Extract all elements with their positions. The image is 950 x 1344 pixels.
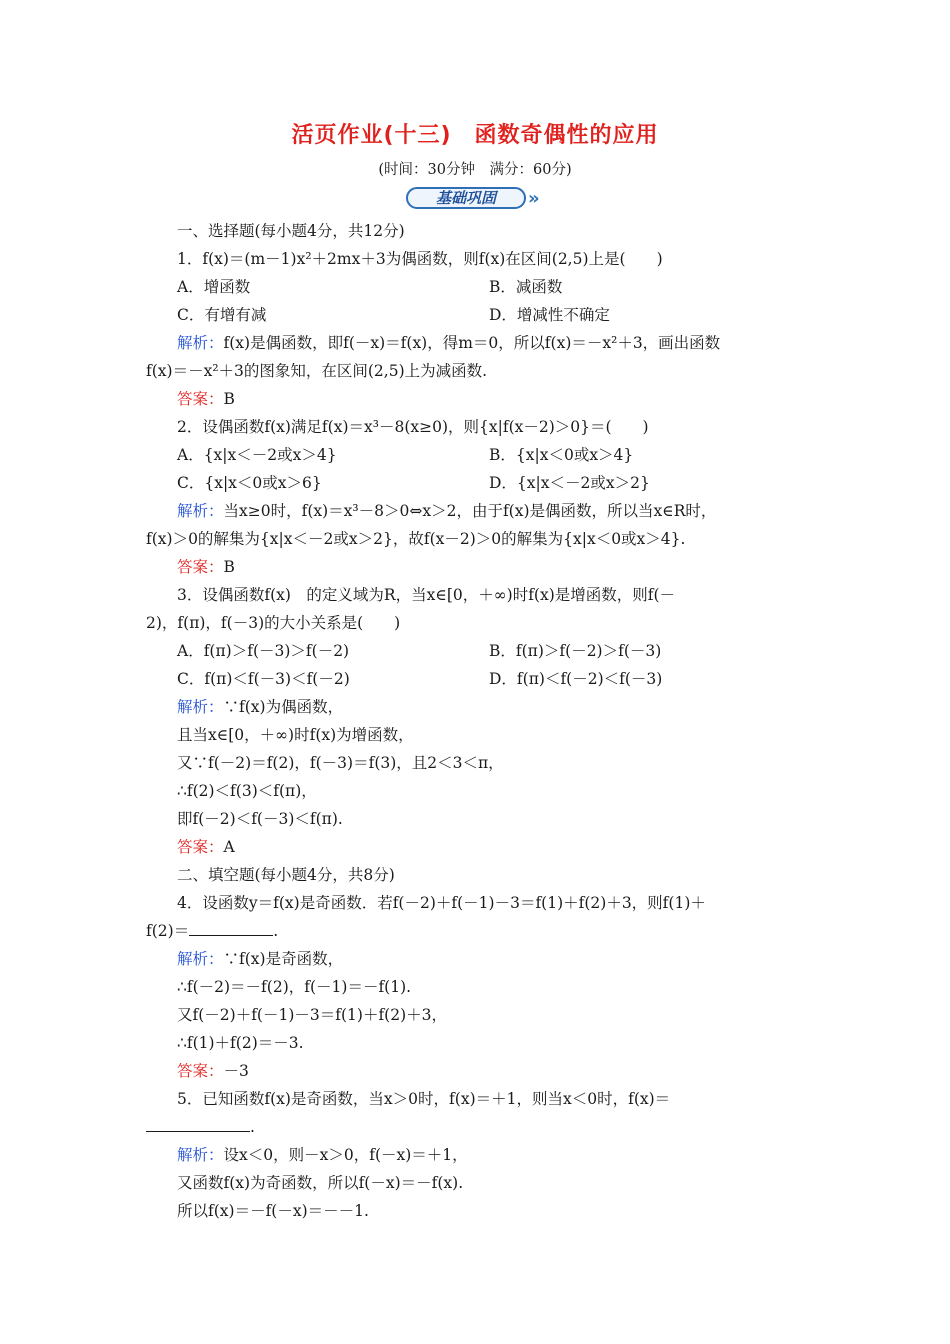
section-heading-choice: 一、选择题(每小题4分，共12分)	[177, 222, 405, 240]
q2-answer	[177, 556, 235, 578]
q1-option-c: C．有增有减	[177, 306, 267, 324]
analysis-text: 当x≥0时，f(x)＝x³－8＞0⇔x＞2，由于f(x)是偶函数，所以当x∈R时，	[223, 502, 717, 520]
q2-option-a: A．{x|x＜－2或x＞4}	[177, 446, 337, 464]
q4-analysis-line3: 又f(－2)＋f(－1)－3＝f(1)＋f(2)＋3，	[177, 1006, 447, 1024]
banner-label: 基础巩固	[435, 189, 496, 207]
q1-stem: 1．f(x)＝(m－1)x²＋2mx＋3为偶函数，则f(x)在区间(2,5)上是( )	[177, 250, 663, 268]
q5-stem-end: .	[250, 1118, 255, 1136]
analysis-label: 解析：	[177, 950, 224, 968]
q5-stem-line1: 5．已知函数f(x)是奇函数，当x＞0时，f(x)＝＋1，则当x＜0时，f(x)＝	[177, 1090, 671, 1108]
q1-option-b: B．减函数	[489, 278, 563, 296]
q1-option-d: D．增减性不确定	[489, 306, 610, 324]
q1-analysis-line1	[177, 332, 720, 354]
q1-option-a: A．增函数	[177, 278, 251, 296]
q2-option-b: B．{x|x＜0或x＞4}	[489, 446, 634, 464]
q2-analysis-line1	[177, 500, 716, 522]
q4-stem-text: f(2)＝	[146, 922, 190, 940]
q3-option-d: D．f(π)＜f(－2)＜f(－3)	[489, 670, 663, 688]
q1-analysis-line2: f(x)＝－x²＋3的图象知，在区间(2,5)上为减函数.	[146, 362, 488, 380]
q4-stem-end: .	[273, 922, 279, 940]
answer-value: B	[223, 390, 235, 408]
q3-stem-line1: 3．设偶函数f(x) 的定义域为R，当x∈[0，＋∞)时f(x)是增函数，则f(－	[177, 586, 676, 604]
q5-analysis-line3: 所以f(x)＝－f(－x)＝－－1.	[177, 1202, 369, 1220]
q4-analysis-line4: ∴f(1)＋f(2)＝－3.	[177, 1034, 304, 1052]
q4-analysis-line2: ∴f(－2)＝－f(2)，f(－1)＝－f(1).	[177, 978, 412, 996]
section-heading-fill: 二、填空题(每小题4分，共8分)	[177, 866, 395, 884]
q3-option-a: A．f(π)＞f(－3)＞f(－2)	[177, 642, 350, 660]
q3-option-b: B．f(π)＞f(－2)＞f(－3)	[489, 642, 662, 660]
answer-label: 答案：	[177, 390, 224, 408]
analysis-text: ∵f(x)是奇函数，	[223, 950, 344, 968]
page-title: 活页作业(十三) 函数奇偶性的应用	[291, 123, 659, 148]
q3-analysis-line4: ∴f(2)＜f(3)＜f(π)，	[177, 782, 317, 800]
q4-stem-line2	[146, 920, 278, 942]
section-banner	[406, 184, 554, 214]
q5-analysis-line2: 又函数f(x)为奇函数，所以f(－x)＝－f(x).	[177, 1174, 464, 1192]
q5-analysis-line1	[177, 1144, 468, 1166]
answer-label: 答案：	[177, 558, 224, 576]
analysis-label: 解析：	[177, 334, 224, 352]
answer-value: －3	[223, 1062, 249, 1080]
analysis-label: 解析：	[177, 502, 224, 520]
q4-analysis-line1	[177, 948, 343, 970]
q1-answer	[177, 388, 235, 410]
q4-answer-blank[interactable]	[189, 921, 273, 936]
q5-answer-blank[interactable]	[146, 1117, 250, 1132]
q2-stem: 2．设偶函数f(x)满足f(x)＝x³－8(x≥0)，则{x|f(x－2)＞0}＝( )	[177, 418, 649, 436]
answer-label: 答案：	[177, 1062, 224, 1080]
q3-stem-line2: 2)，f(π)，f(－3)的大小关系是( )	[146, 614, 401, 632]
q3-answer	[177, 836, 235, 858]
q3-analysis-line5: 即f(－2)＜f(－3)＜f(π).	[177, 810, 343, 828]
answer-value: B	[223, 558, 235, 576]
q2-option-d: D．{x|x＜－2或x＞2}	[489, 474, 650, 492]
q4-stem-line1: 4．设函数y＝f(x)是奇函数．若f(－2)＋f(－1)－3＝f(1)＋f(2)＋3，则f(1)＋	[177, 894, 706, 912]
q3-analysis-line2: 且当x∈[0，＋∞)时f(x)为增函数，	[177, 726, 414, 744]
analysis-label: 解析：	[177, 1146, 224, 1164]
q5-stem-line2	[146, 1116, 255, 1138]
answer-label: 答案：	[177, 838, 224, 856]
double-chevron-right-icon: »	[528, 188, 540, 209]
q4-answer	[177, 1060, 249, 1082]
q3-option-c: C．f(π)＜f(－3)＜f(－2)	[177, 670, 350, 688]
q2-analysis-line2: f(x)＞0的解集为{x|x＜－2或x＞2}，故f(x－2)＞0的解集为{x|x＜0或x＞4}.	[146, 530, 686, 548]
answer-value: A	[223, 838, 235, 856]
q3-analysis-line1	[177, 696, 343, 718]
q2-option-c: C．{x|x＜0或x＞6}	[177, 474, 322, 492]
time-score-info: (时间：30分钟 满分：60分)	[378, 162, 572, 178]
analysis-text: 设x＜0，则－x＞0，f(－x)＝＋1，	[223, 1146, 468, 1164]
analysis-text: f(x)是偶函数，即f(－x)＝f(x)，得m＝0，所以f(x)＝－x²＋3，画出函数	[223, 334, 721, 352]
analysis-text: ∵f(x)为偶函数，	[223, 698, 344, 716]
analysis-label: 解析：	[177, 698, 224, 716]
q3-analysis-line3: 又∵f(－2)＝f(2)，f(－3)＝f(3)，且2＜3＜π，	[177, 754, 504, 772]
